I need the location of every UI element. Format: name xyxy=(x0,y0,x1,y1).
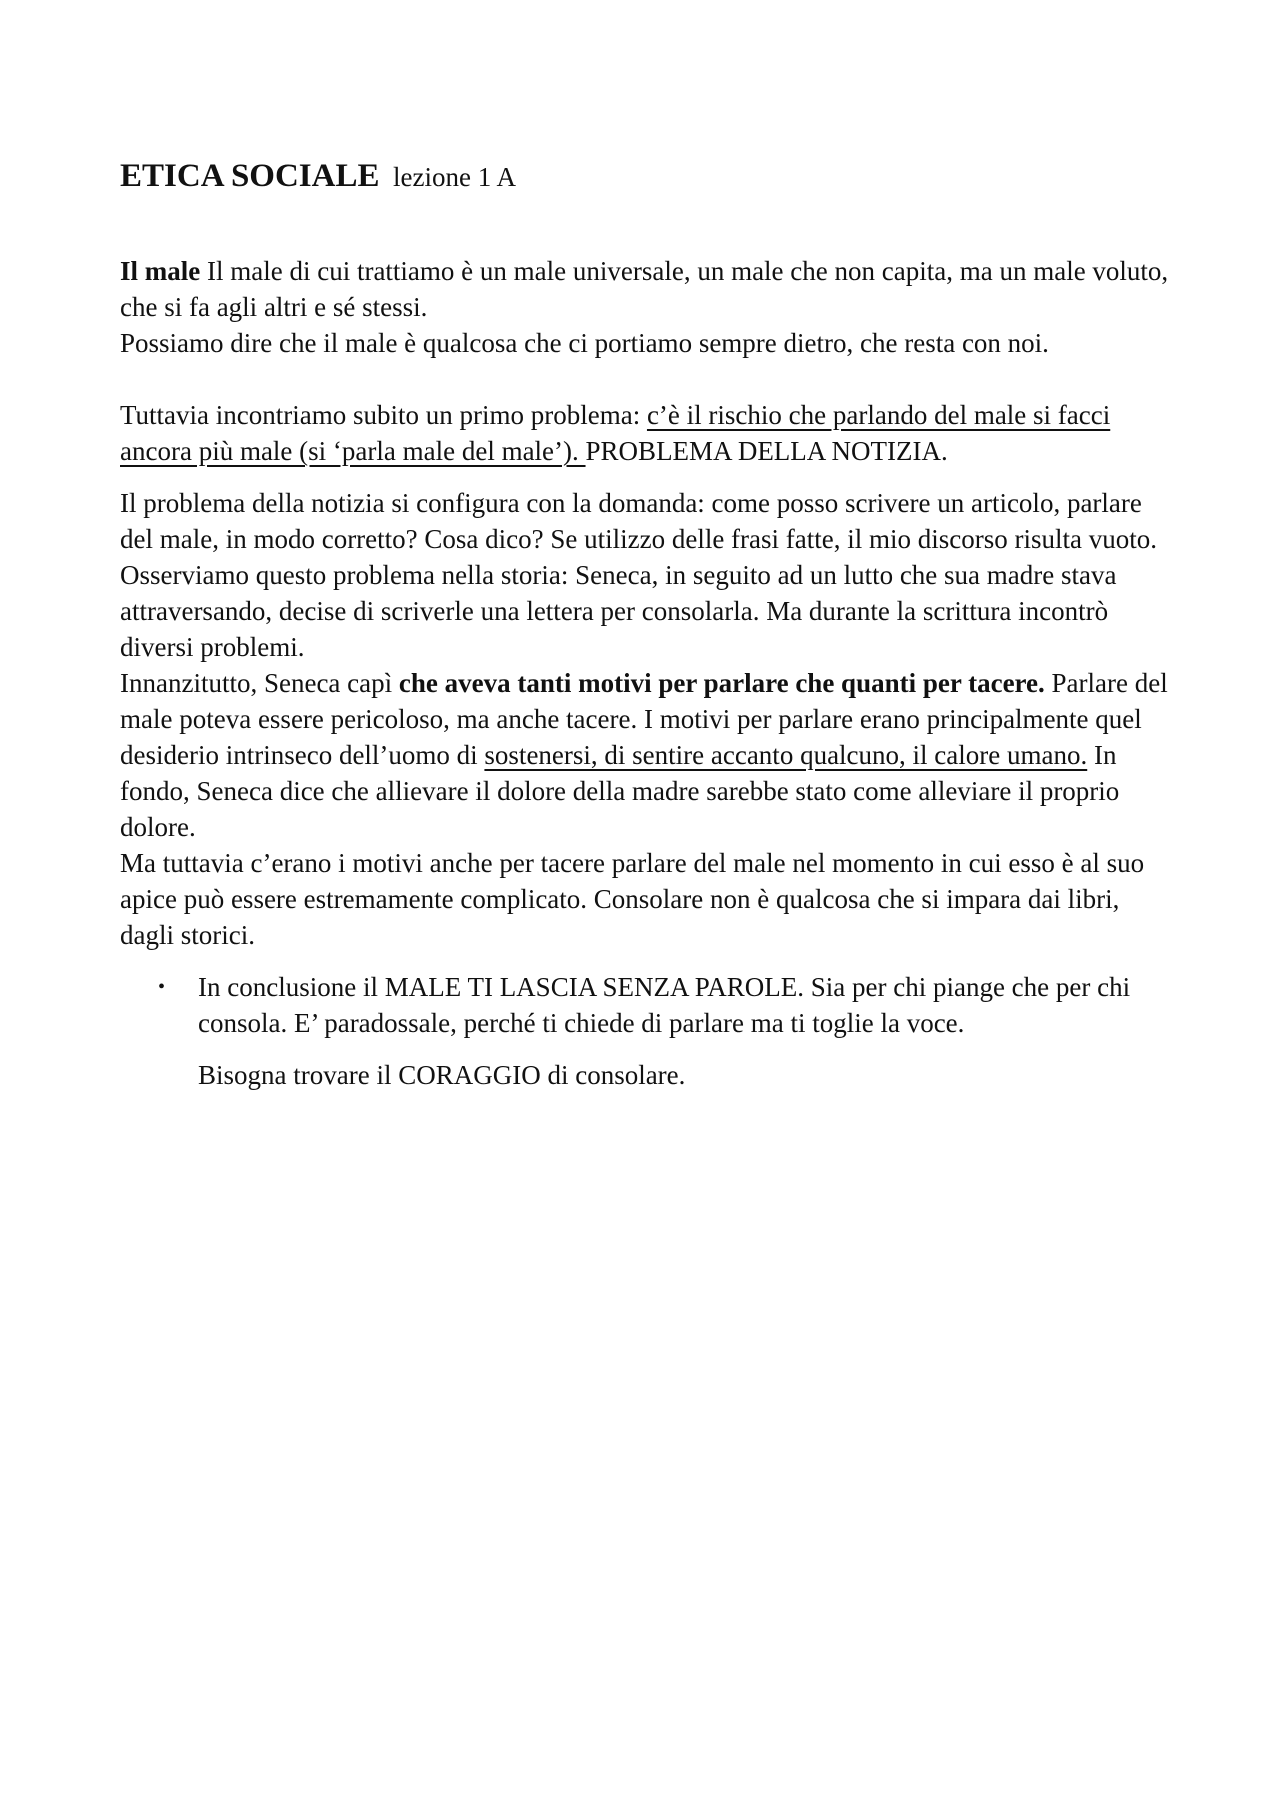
paragraph-closing: Bisogna trovare il CORAGGIO di consolare. xyxy=(198,1060,686,1090)
paragraph-seneca-storia: Osserviamo questo problema nella storia: Seneca, in seguito ad un lutto che sua madre stava attraversando, decise di scriverle una lettera per consolarla. Ma durante la scrittura incontrò diversi problemi. xyxy=(120,560,1117,662)
paragraph-text: Innanzitutto, Seneca capì xyxy=(120,668,399,698)
paragraph-text: PROBLEMA DELLA NOTIZIA. xyxy=(585,436,948,466)
paragraph-portiamo-dietro: Possiamo dire che il male è qualcosa che ci portiamo sempre dietro, che resta con noi. xyxy=(120,328,1049,358)
bullet-marker: • xyxy=(158,976,166,998)
title-subtitle: lezione 1 A xyxy=(393,162,516,192)
underlined-text: c’è il rischio che parlando del male si facci ancora più male (si ‘parla male del male’). xyxy=(120,400,1111,466)
bold-text: che aveva tanti motivi per parlare che quanti per tacere. xyxy=(398,668,1045,698)
paragraph-motivi xyxy=(120,665,1170,845)
paragraph-il-male xyxy=(120,253,1170,325)
bullet-list xyxy=(120,969,1170,1041)
list-item xyxy=(120,969,1170,1041)
paragraph-lead-bold: Il male xyxy=(120,256,201,286)
paragraph-text: In fondo, Seneca dice che allievare il dolore della madre sarebbe stato come alleviare il proprio dolore. xyxy=(120,740,1120,842)
paragraph-text: Tuttavia incontriamo subito un primo problema: xyxy=(120,400,647,430)
page-title xyxy=(120,148,1170,197)
paragraph-tacere: Ma tuttavia c’erano i motivi anche per tacere parlare del male nel momento in cui esso è al suo apice può essere estremamente complicato. Consolare non è qualcosa che si impara dai libri, dagli storici. xyxy=(120,848,1145,950)
paragraph-text: Il male di cui trattiamo è un male universale, un male che non capita, ma un male voluto, che si fa agli altri e sé stessi. xyxy=(120,256,1169,322)
list-item-text: In conclusione il MALE TI LASCIA SENZA PAROLE. Sia per chi piange che per chi consola. E’ paradossale, perché ti chiede di parlare ma ti toglie la voce. xyxy=(198,972,1131,1038)
document-body xyxy=(120,148,1170,1093)
paragraph-primo-problema xyxy=(120,397,1170,469)
paragraph-text: Parlare del male poteva essere pericoloso, ma anche tacere. I motivi per parlare erano principalmente quel desiderio intrinseco dell’uomo di xyxy=(120,668,1168,770)
underlined-text: sostenersi, di sentire accanto qualcuno, il calore umano. xyxy=(484,740,1088,770)
paragraph-problema-notizia: Il problema della notizia si configura con la domanda: come posso scrivere un articolo, parlare del male, in modo corretto? Cosa dico? Se utilizzo delle frasi fatte, il mio discorso risulta vuoto. xyxy=(120,488,1157,554)
title-main: ETICA SOCIALE xyxy=(120,158,380,194)
